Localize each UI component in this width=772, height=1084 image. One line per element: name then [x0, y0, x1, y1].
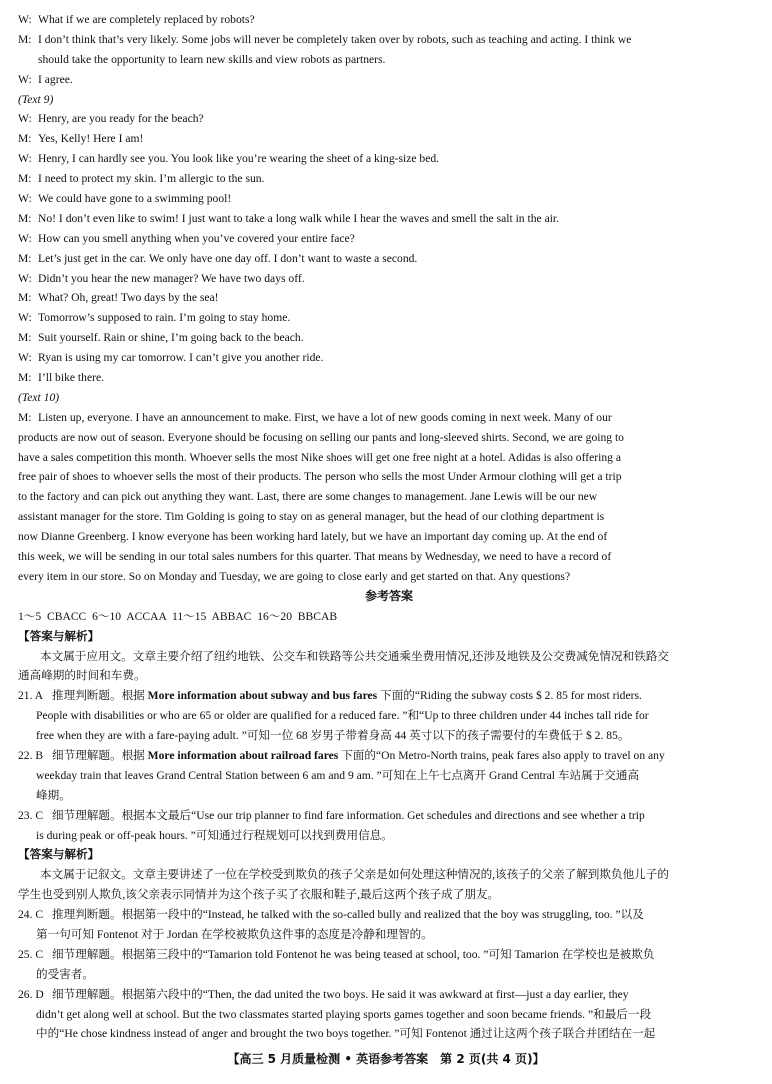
speaker: W:	[18, 311, 32, 325]
monologue-line: now Dianne Greenberg. I know everyone has been working hard lately, but we have an important day coming up. At the end of	[18, 530, 608, 544]
dialogue-line	[18, 129, 760, 149]
dialogue-line	[18, 149, 760, 169]
monologue-line: this week, we will be sending in our total sales numbers for this quarter. That means by Wednesday, we need to have a record of	[18, 550, 612, 564]
explanation-text: 推理判断题。根据	[52, 689, 148, 703]
explanation-text: 下面的“Riding the subway costs $ 2. 85 for most riders.	[377, 689, 642, 703]
dialogue-text: Let’s just get in the car. We only have one day off. I don’t want to waste a second.	[38, 251, 418, 265]
dialogue-text: What if we are completely replaced by robots?	[38, 13, 255, 26]
dialogue-line	[18, 189, 760, 209]
monologue-line: every item in our store. So on Monday and Tuesday, we are going to close early and get started on that. Any questions?	[18, 569, 571, 583]
speaker: W:	[18, 112, 32, 126]
text9-label: (Text 9)	[18, 92, 54, 106]
speaker: M:	[18, 132, 32, 146]
question-number: 21. A	[18, 689, 44, 703]
dialogue-line	[18, 328, 760, 348]
explanation-text: 细节理解题。根据第六段中的“Then, the dad united the two boys. He said it was awkward at first—just a day earlier, they	[52, 987, 629, 1001]
page-footer: 【高三 5 月质量检测 • 英语参考答案 第 2 页(共 4 页)】	[227, 1052, 545, 1066]
question-explanation-23	[18, 806, 760, 826]
speaker: M:	[18, 251, 32, 265]
dialogue-text: Henry, are you ready for the beach?	[38, 112, 204, 126]
analysis-intro-continuation: 学生也受到别人欺负,该父亲表示同情并为这个孩子买了衣服和鞋子,最后这两个孩子成了朋友。	[18, 888, 500, 902]
dialogue-text: How can you smell anything when you’ve covered your entire face?	[38, 231, 355, 245]
speaker: M:	[18, 211, 32, 225]
dialogue-line	[18, 169, 760, 189]
analysis-heading: 【答案与解析】	[18, 629, 100, 643]
speaker: M:	[18, 331, 32, 345]
dialogue-text: Suit yourself. Rain or shine, I’m going back to the beach.	[38, 331, 304, 345]
analysis-intro: 本文属于记叙文。文章主要讲述了一位在学校受到欺负的孩子父亲是如何处理这种情况的,该孩子的父亲了解到欺负他儿子的	[40, 868, 669, 882]
text10-label: (Text 10)	[18, 390, 60, 404]
dialogue-line	[18, 209, 760, 229]
question-number: 22. B	[18, 748, 44, 762]
dialogue-text: Tomorrow’s supposed to rain. I’m going to stay home.	[38, 311, 291, 325]
dialogue-text: Ryan is using my car tomorrow. I can’t give you another ride.	[38, 351, 324, 365]
dialogue-text: Yes, Kelly! Here I am!	[38, 132, 144, 146]
explanation-continuation: is during peak or off-peak hours. ”可知通过行程规划可以找到费用信息。	[36, 828, 393, 842]
question-explanation-26	[18, 985, 760, 1005]
dialogue-line	[18, 109, 760, 129]
dialogue-text: Henry, I can hardly see you. You look like you’re wearing the sheet of a king-size bed.	[38, 152, 440, 166]
explanation-continuation: 峰期。	[36, 788, 71, 802]
dialogue-line	[18, 229, 760, 249]
explanation-text: 下面的“On Metro-North trains, peak fares also apply to travel on any	[338, 748, 665, 762]
speaker: M:	[18, 371, 32, 385]
monologue-line: assistant manager for the store. Tim Golding is going to stay on as general manager, but the head of our clothing department is	[18, 510, 605, 524]
question-explanation-21	[18, 686, 760, 706]
dialogue-line	[18, 368, 760, 388]
explanation-continuation: 第一句可知 Fontenot 对于 Jordan 在学校被欺负这件事的态度是冷静和理智的。	[36, 927, 433, 941]
analysis-intro-continuation: 通高峰期的时间和车费。	[18, 669, 146, 683]
answer-page	[18, 10, 760, 1044]
dialogue-line	[18, 30, 760, 50]
monologue-line: free pair of shoes to whoever sells the most of their products. The person who sells the most Under Armour clothing will get a trip	[18, 470, 622, 484]
speaker: W:	[18, 231, 32, 245]
dialogue-line	[18, 70, 760, 90]
dialogue-text: I need to protect my skin. I’m allergic to the sun.	[38, 172, 265, 186]
monologue-line: to the factory and can pick out anything they want. Last, there are some changes to management. Jane Lewis will be our new	[18, 490, 598, 504]
speaker: W:	[18, 152, 32, 166]
explanation-bold: More information about railroad fares	[147, 748, 339, 762]
dialogue-line	[18, 249, 760, 269]
speaker: W:	[18, 351, 32, 365]
dialogue-line	[18, 288, 760, 308]
dialogue-text: We could have gone to a swimming pool!	[38, 192, 232, 206]
explanation-continuation: People with disabilities or who are 65 or older are qualified for a reduced fare. ”和“Up to three children under 44 inches tall ride for	[36, 709, 649, 723]
explanation-continuation: weekday train that leaves Grand Central Station between 6 am and 9 am. ”可知在上午七点离开 Grand Central 车站属于交通高	[36, 768, 640, 782]
speaker: M:	[18, 172, 32, 186]
explanation-text: 细节理解题。根据第三段中的“Tamarion told Fontenot he was being teased at school, too. ”可知 Tamarion 在学校也是被欺负	[52, 947, 655, 961]
dialogue-text: What? Oh, great! Two days by the sea!	[38, 291, 219, 305]
question-number: 26. D	[18, 987, 44, 1001]
speaker: M:	[18, 32, 32, 46]
question-number: 25. C	[18, 947, 44, 961]
answer-title: 参考答案	[364, 588, 413, 603]
speaker: W:	[18, 271, 32, 285]
analysis-intro: 本文属于应用文。文章主要介绍了纽约地铁、公交车和铁路等公共交通乘坐费用情况,还涉及地铁及公交费减免情况和铁路交	[40, 649, 669, 663]
explanation-text: 推理判断题。根据第一段中的“Instead, he talked with the so-called bully and realized that the boy was struggling, too. ”以及	[52, 908, 644, 922]
speaker: W:	[18, 13, 32, 26]
explanation-text: 细节理解题。根据	[52, 748, 148, 762]
speaker: W:	[18, 192, 32, 206]
explanation-continuation: 中的“He chose kindness instead of anger and brought the two boys together. ”可知 Fontenot 通过让这两个孩子联合并团结在一起	[36, 1027, 656, 1041]
text9-dialogue	[18, 109, 760, 387]
analysis-heading: 【答案与解析】	[18, 848, 100, 862]
monologue-text: Listen up, everyone. I have an announcement to make. First, we have a lot of new goods coming in next week. Many of our	[38, 410, 612, 424]
dialogue-text: I’ll bike there.	[38, 371, 104, 385]
dialogue-line	[18, 348, 760, 368]
explanation-text: 细节理解题。根据本文最后“Use our trip planner to find fare information. Get schedules and directions and see whether a trip	[52, 808, 645, 822]
question-explanation-25	[18, 945, 760, 965]
explanation-continuation: free when they are with a fare-paying adult. ”可知一位 68 岁男子带着身高 44 英寸以下的孩子需要付的车费低于 $ 2. 85。	[36, 729, 630, 743]
question-number: 23. C	[18, 808, 44, 822]
explanation-continuation: 的受害者。	[36, 967, 94, 981]
explanation-continuation: didn’t get along well at school. But the two classmates started playing sports games together and soon became friends. ”和最后一段	[36, 1007, 652, 1021]
dialogue-text: I agree.	[38, 72, 73, 86]
speaker: W:	[18, 72, 32, 86]
question-number: 24. C	[18, 908, 44, 922]
question-explanation-22	[18, 746, 760, 766]
dialogue-line	[18, 308, 760, 328]
dialogue-text: Didn’t you hear the new manager? We have two days off.	[38, 271, 305, 285]
speaker: M:	[18, 410, 32, 424]
dialogue-line	[18, 10, 760, 30]
monologue-line: have a sales competition this month. Whoever sells the most Nike shoes will get one free night at a hotel. Adidas is also offering a	[18, 450, 621, 464]
dialogue-line	[18, 269, 760, 289]
answer-key: 1～5 CBACC 6～10 ACCAA 11～15 ABBAC 16～20 BBCAB	[18, 609, 338, 623]
question-explanation-24	[18, 905, 760, 925]
monologue-line: products are now out of season. Everyone should be focusing on selling our pants and long-sleeved shirts. Second, we are going to	[18, 430, 624, 444]
dialogue-text: I don’t think that’s very likely. Some jobs will never be completely taken over by robots, such as teaching and acting. I think we	[38, 32, 632, 46]
dialogue-text: No! I don’t even like to swim! I just want to take a long walk while I hear the waves and smell the salt in the air.	[38, 211, 560, 225]
dialogue-continuation: should take the opportunity to learn new skills and view robots as partners.	[38, 52, 386, 66]
speaker: M:	[18, 291, 32, 305]
explanation-bold: More information about subway and bus fares	[147, 689, 378, 703]
monologue-first-line	[18, 408, 760, 428]
